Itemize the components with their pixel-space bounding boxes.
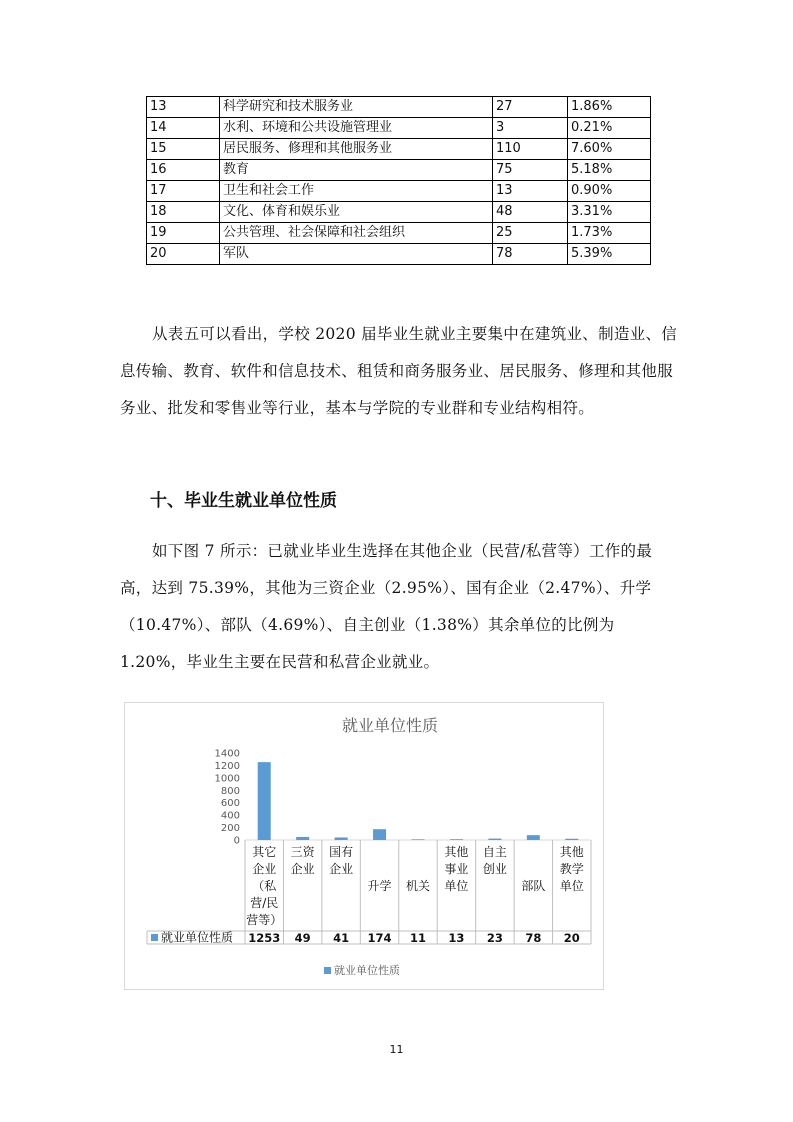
y-tick-label: 200 (220, 823, 240, 835)
percentage: 5.39% (568, 244, 651, 265)
y-tick-label: 1000 (214, 773, 240, 785)
employee-count: 13 (493, 181, 568, 202)
industry-name: 军队 (220, 244, 493, 265)
page-number: 11 (389, 1043, 404, 1056)
series-swatch (151, 934, 158, 941)
data-value-label: 23 (486, 931, 503, 945)
industry-table (146, 96, 651, 265)
data-value-label: 20 (563, 931, 580, 945)
table-row (147, 244, 651, 265)
row-number: 20 (147, 244, 220, 265)
employee-count: 3 (493, 118, 568, 139)
category-label: 营/民 (250, 896, 279, 910)
industry-name: 教育 (220, 160, 493, 181)
category-label: 部队 (521, 879, 546, 893)
y-tick-label: 400 (220, 810, 240, 822)
data-value-label: 78 (525, 931, 542, 945)
category-label: 三资 (290, 845, 315, 859)
table-row (147, 139, 651, 160)
category-label: 单位 (559, 879, 584, 893)
row-number: 19 (147, 223, 220, 244)
category-label: 教学 (559, 862, 584, 876)
bar (450, 839, 463, 840)
paragraph-industry-summary: 从表五可以看出，学校 2020 届毕业生就业主要集中在建筑业、制造业、信息传输、教育、软件和信息技术、租赁和商务服务业、居民服务、修理和其他服务业、批发和零售业等行业，基本与学院的专业群和专业结构相符。 (120, 325, 678, 417)
bar (412, 839, 425, 840)
y-tick-label: 0 (233, 835, 240, 847)
bar (258, 762, 271, 840)
category-label: 企业 (290, 862, 315, 876)
employee-count: 25 (493, 223, 568, 244)
industry-name: 文化、体育和娱乐业 (220, 202, 493, 223)
bar (565, 839, 578, 840)
category-label: 创业 (482, 862, 507, 876)
section-heading: 十、毕业生就业单位性质 (150, 491, 337, 511)
table-row (147, 160, 651, 181)
table-row (147, 181, 651, 202)
employee-count: 110 (493, 139, 568, 160)
category-label: 自主 (482, 845, 507, 859)
category-label: 单位 (444, 879, 469, 893)
percentage: 7.60% (568, 139, 651, 160)
data-value-label: 41 (333, 931, 350, 945)
percentage: 3.31% (568, 202, 651, 223)
y-tick-label: 800 (220, 785, 240, 797)
table-row (147, 202, 651, 223)
percentage: 5.18% (568, 160, 651, 181)
category-label: 国有 (329, 845, 354, 859)
category-label: 企业 (252, 862, 277, 876)
category-label: 其他 (444, 845, 469, 859)
data-value-label: 13 (448, 931, 465, 945)
employee-count: 48 (493, 202, 568, 223)
employee-count: 78 (493, 244, 568, 265)
series-row-label: 就业单位性质 (161, 930, 234, 945)
category-label: 营等） (246, 913, 283, 927)
employee-count: 27 (493, 97, 568, 118)
employer-type-chart (124, 702, 604, 990)
category-label: 企业 (329, 862, 354, 876)
legend-swatch (324, 967, 331, 974)
category-label: （私 (252, 879, 277, 893)
row-number: 13 (147, 97, 220, 118)
data-value-label: 1253 (248, 931, 281, 945)
percentage: 0.90% (568, 181, 651, 202)
table-row (147, 223, 651, 244)
bar (527, 835, 540, 840)
industry-name: 居民服务、修理和其他服务业 (220, 139, 493, 160)
bar (296, 837, 309, 840)
category-label: 事业 (444, 862, 469, 876)
paragraph-employer-type: 如下图 7 所示：已就业毕业生选择在其他企业（民营/私营等）工作的最高，达到 75.39%，其他为三资企业（2.95%）、国有企业（2.47%）、升学（10.47%）、部队（4.69%）、自主创业（1.38%）其余单位的比例为 1.20%，毕业生主要在民营和私营企业就业。 (120, 542, 653, 671)
bar (373, 829, 386, 840)
industry-name: 水利、环境和公共设施管理业 (220, 118, 493, 139)
employee-count: 75 (493, 160, 568, 181)
data-value-label: 11 (409, 931, 427, 945)
industry-name: 公共管理、社会保障和社会组织 (220, 223, 493, 244)
y-tick-label: 1400 (214, 748, 240, 760)
row-number: 17 (147, 181, 220, 202)
row-number: 16 (147, 160, 220, 181)
industry-name: 科学研究和技术服务业 (220, 97, 493, 118)
percentage: 1.73% (568, 223, 651, 244)
table-row (147, 97, 651, 118)
category-label: 机关 (405, 879, 431, 893)
legend-label: 就业单位性质 (334, 964, 400, 977)
chart-title: 就业单位性质 (341, 716, 439, 735)
percentage: 0.21% (568, 118, 651, 139)
y-tick-label: 1200 (214, 760, 240, 772)
category-label: 其它 (252, 845, 277, 859)
data-value-label: 174 (367, 931, 392, 945)
industry-name: 卫生和社会工作 (220, 181, 493, 202)
row-number: 15 (147, 139, 220, 160)
category-label: 升学 (367, 879, 392, 893)
chart-svg (125, 703, 603, 989)
row-number: 14 (147, 118, 220, 139)
y-tick-label: 600 (220, 798, 240, 810)
table-row (147, 118, 651, 139)
row-number: 18 (147, 202, 220, 223)
percentage: 1.86% (568, 97, 651, 118)
bar (488, 839, 501, 840)
category-label: 其他 (559, 845, 584, 859)
bar (335, 837, 348, 840)
data-value-label: 49 (294, 931, 311, 945)
